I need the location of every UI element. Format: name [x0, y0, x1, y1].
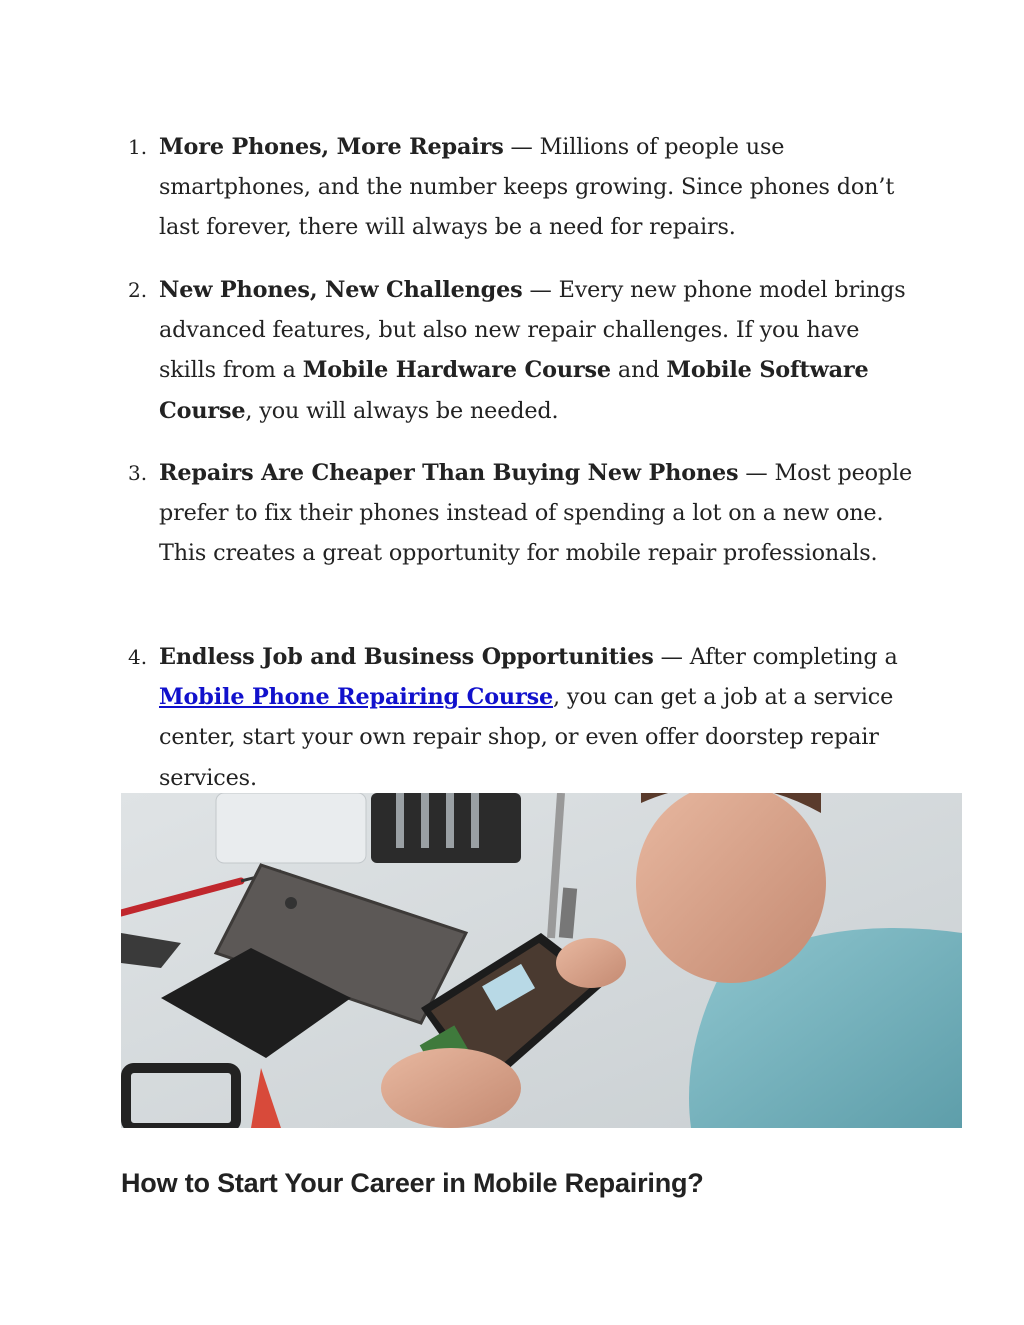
- section-heading: How to Start Your Career in Mobile Repairing?: [121, 1168, 704, 1198]
- list-item-text: [159, 637, 919, 798]
- item-body: — After completing a: [653, 644, 898, 670]
- item-title: Repairs Are Cheaper Than Buying New Phones: [159, 460, 739, 486]
- item-body: , you will always be needed.: [245, 397, 559, 424]
- repair-photo: [121, 793, 962, 1128]
- item-body: — Every new phone model brings advanced features, but also new repair challenges. If you have skills from a: [159, 277, 906, 384]
- list-number: 2.: [128, 278, 148, 302]
- course-name: Mobile Software Course: [159, 357, 869, 424]
- repair-photo-image: [121, 793, 962, 1128]
- course-link[interactable]: Mobile Phone Repairing Course: [159, 684, 554, 711]
- item-body: — Millions of people use smartphones, and the number keeps growing. Since phones don’t last forever, there will always be a need for repairs.: [159, 134, 895, 241]
- item-title: More Phones, More Repairs: [159, 134, 504, 160]
- item-title: New Phones, New Challenges: [159, 277, 523, 303]
- item-title: Endless Job and Business Opportunities: [159, 644, 654, 670]
- list-item-text: [159, 453, 919, 574]
- list-number: 1.: [128, 135, 148, 159]
- item-body: , you can get a job at a service center, start your own repair shop, or even offer doorstep repair services.: [159, 684, 894, 791]
- item-body: and: [610, 357, 667, 384]
- list-item-text: [159, 127, 919, 248]
- list-number: 3.: [128, 461, 148, 485]
- list-item-text: [159, 270, 919, 431]
- list-number: 4.: [128, 645, 148, 669]
- course-name: Mobile Hardware Course: [302, 357, 611, 384]
- item-body: — Most people prefer to fix their phones instead of spending a lot on a new one. This creates a great opportunity for mobile repair professionals.: [159, 460, 913, 567]
